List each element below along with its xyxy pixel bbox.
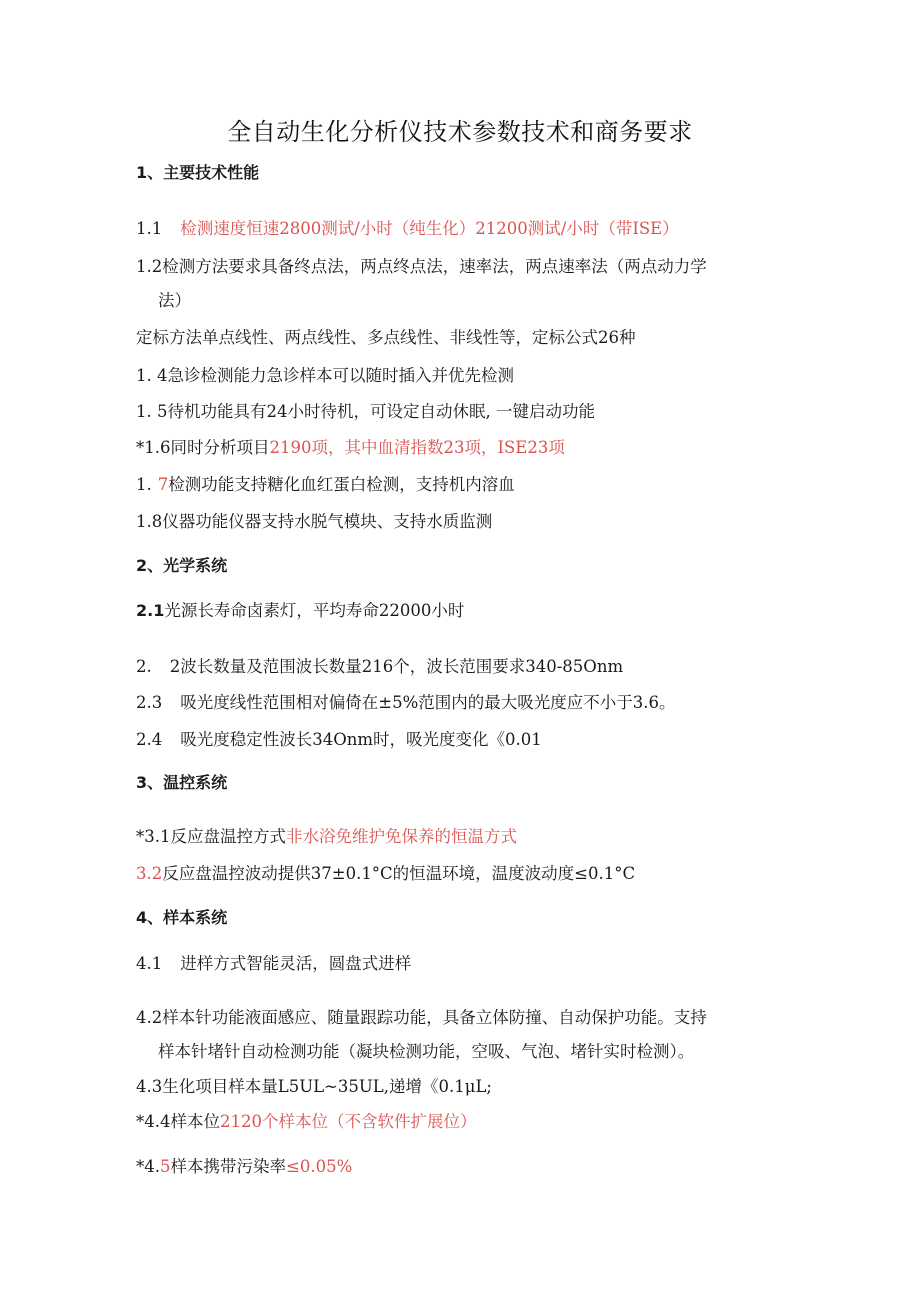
item-2-4 — [136, 729, 542, 751]
item-text: 吸光度稳定性波长34Onm时，吸光度变化《0.01 — [180, 730, 542, 749]
section-heading-4: 4、样本系统 — [136, 908, 228, 927]
section-heading-3: 3、温控系统 — [136, 773, 228, 792]
item-3-2 — [136, 863, 635, 885]
document-title: 全自动生化分析仪技术参数技术和商务要求 — [227, 118, 693, 146]
item-number: 2.3 — [136, 693, 163, 712]
highlight-text: 检测速度恒速2800测试/小时（纯生化）21200测试/小时（带ISE） — [180, 219, 679, 238]
item-4-1 — [136, 953, 411, 975]
item-1-2-line-1: 1.2检测方法要求具备终点法，两点终点法，速率法，两点速率法（两点动力学 — [136, 257, 707, 276]
item-1-3: 定标方法单点线性、两点线性、多点线性、非线性等，定标公式26种 — [136, 328, 636, 347]
item-label: *3.1反应盘温控方式 — [136, 827, 286, 846]
section-heading-1: 1、主要技术性能 — [136, 163, 260, 182]
item-3-1 — [136, 826, 517, 848]
item-2-2 — [136, 656, 623, 678]
item-number: 1. — [136, 475, 152, 494]
item-1-7 — [136, 474, 515, 496]
highlight-text: 7 — [157, 475, 169, 494]
item-text: 吸光度线性范围相对偏倚在±5%范围内的最大吸光度应不小于3.6。 — [180, 693, 676, 712]
item-2-3 — [136, 692, 676, 714]
item-4-2-line-2: 样本针堵针自动检测功能（凝块检测功能，空吸、气泡、堵针实时检测）。 — [158, 1042, 695, 1061]
highlight-text: 2120个样本位（不含软件扩展位） — [220, 1112, 477, 1131]
item-1-2-line-2: 法） — [158, 291, 191, 310]
highlight-number: 3.2 — [136, 864, 163, 883]
item-text: 光源长寿命卤素灯，平均寿命22000小时 — [164, 601, 465, 620]
item-1-6 — [136, 437, 565, 459]
item-text: 检测功能支持糖化血红蛋白检测，支持机内溶血 — [168, 475, 515, 494]
item-1-5: 1. 5待机功能具有24小时待机，可设定自动休眠, 一键启动功能 — [136, 402, 595, 421]
item-1-1 — [136, 218, 679, 240]
item-label: *4. — [136, 1157, 160, 1176]
item-number: 1.1 — [136, 219, 163, 238]
item-text: 2波长数量及范围波长数量216个，波长范围要求340-85Onm — [169, 657, 624, 676]
item-4-5 — [136, 1156, 352, 1178]
item-text: 进样方式智能灵活，圆盘式进样 — [180, 954, 412, 973]
item-1-4: 1. 4急诊检测能力急诊样本可以随时插入并优先检测 — [136, 366, 514, 385]
item-4-3: 4.3生化项目样本量L5UL~35UL,递增《0.1μL; — [136, 1077, 492, 1096]
item-2-1 — [136, 600, 464, 622]
item-4-2-line-1: 4.2样本针功能液面感应、随量跟踪功能，具备立体防撞、自动保护功能。支持 — [136, 1008, 707, 1027]
item-number: 2.1 — [136, 601, 165, 620]
item-text: 反应盘温控波动提供37±0.1°C的恒温环境，温度波动度≤0.1°C — [162, 864, 636, 883]
section-heading-2: 2、光学系统 — [136, 556, 228, 575]
highlight-number: 5 — [160, 1157, 171, 1176]
highlight-text: 2190项，其中血清指数23项，ISE23项 — [269, 438, 565, 457]
highlight-text: ≤0.05% — [286, 1157, 353, 1176]
item-number: 4.1 — [136, 954, 163, 973]
item-number: 2. — [136, 657, 152, 676]
item-label: *4.4样本位 — [136, 1112, 220, 1131]
item-label: *1.6同时分析项目 — [136, 438, 270, 457]
item-1-8: 1.8仪器功能仪器支持水脱气模块、支持水质监测 — [136, 512, 493, 531]
item-number: 2.4 — [136, 730, 163, 749]
highlight-text: 非水浴免维护免保养的恒温方式 — [286, 827, 517, 846]
item-text: 样本携带污染率 — [170, 1157, 286, 1176]
item-4-4 — [136, 1111, 477, 1133]
